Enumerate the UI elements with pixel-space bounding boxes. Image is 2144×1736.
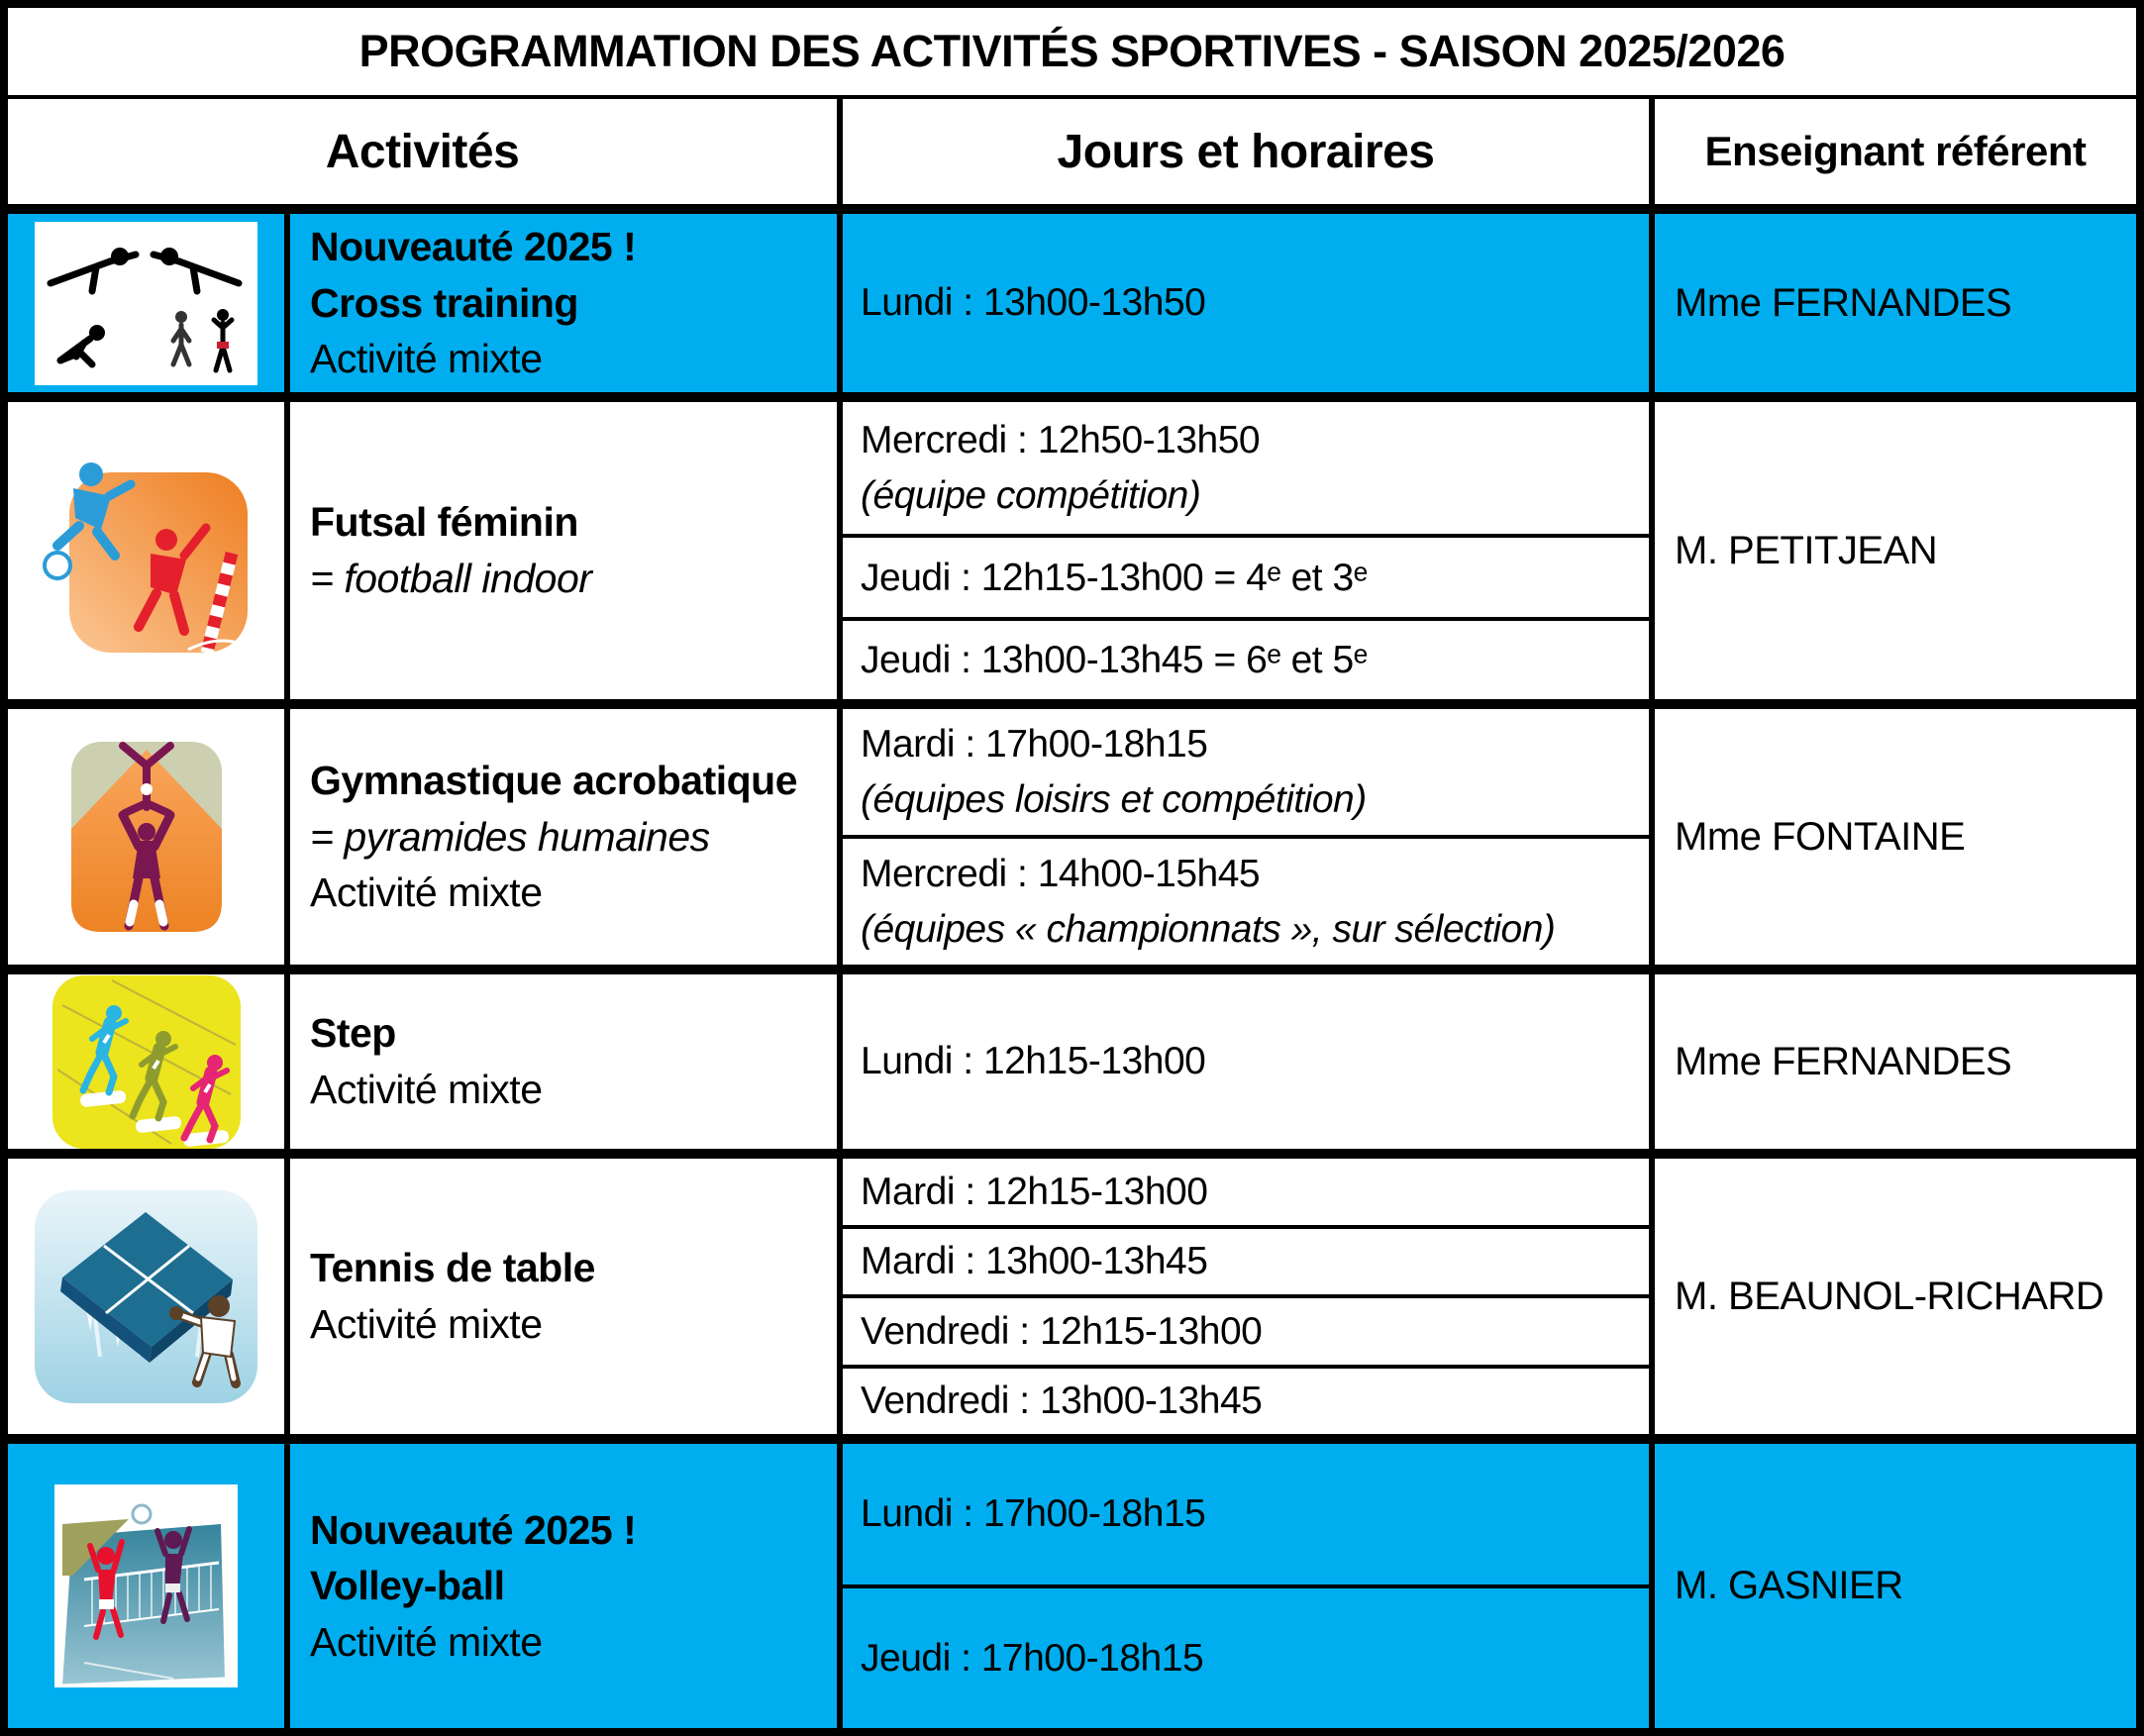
schedule-slot: Vendredi : 13h00-13h45: [843, 1365, 1649, 1435]
acrobatic-gymnastics-icon: [8, 709, 290, 965]
activity-name-cell: [290, 214, 843, 392]
activity-subtitle: = pyramides humaines: [310, 813, 710, 860]
page-title: PROGRAMMATION DES ACTIVITÉS SPORTIVES - SAISON 2025/2026: [358, 26, 1786, 76]
schedule-cell-group: [843, 709, 1655, 965]
volleyball-icon: [8, 1444, 290, 1728]
cross-training-icon: [8, 214, 290, 392]
schedule-slot: Jeudi : 17h00-18h15: [843, 1584, 1649, 1729]
schedule-cell-group: [843, 974, 1655, 1149]
schedule-slot: Lundi : 12h15-13h00: [861, 1040, 1206, 1083]
row-step: [8, 965, 2136, 1149]
activity-name: Tennis de table: [310, 1245, 595, 1291]
schedule-slot: Jeudi : 12h15-13h00 = 4ᵉ et 3ᵉ: [843, 534, 1649, 617]
teacher-name: Mme FERNANDES: [1675, 1039, 2012, 1083]
header-schedule: Jours et horaires: [843, 99, 1655, 204]
activity-name: Futsal féminin: [310, 499, 578, 546]
teacher-name: M. PETITJEAN: [1675, 528, 1938, 572]
activity-name-cell: [290, 402, 843, 699]
table-title-row: [8, 8, 2136, 99]
activity-note: Activité mixte: [310, 336, 543, 382]
teacher-name: M. BEAUNOL-RICHARD: [1675, 1274, 2104, 1318]
row-tennis-de-table: [8, 1149, 2136, 1434]
schedule-cell-group: [843, 1159, 1655, 1434]
activity-note: Activité mixte: [310, 1618, 543, 1665]
schedule-slot: Lundi : 17h00-18h15: [861, 1492, 1206, 1536]
header-teacher: Enseignant référent: [1704, 128, 2087, 174]
activity-name-cell: [290, 1444, 843, 1728]
schedule-slot: Lundi : 13h00-13h50: [861, 281, 1206, 325]
schedule-slot: Mardi : 17h00-18h15 (équipes loisirs et compétition): [861, 723, 1367, 821]
table-tennis-icon: [8, 1159, 290, 1434]
schedule-cell-group: [843, 214, 1655, 392]
activity-name: Volley-ball: [310, 1563, 505, 1609]
row-gymnastique-acrobatique: [8, 699, 2136, 965]
schedule-slot: Jeudi : 13h00-13h45 = 6ᵉ et 5ᵉ: [843, 617, 1649, 699]
step-icon: [8, 974, 290, 1149]
activity-note: Activité mixte: [310, 869, 543, 916]
schedule-slot: Mardi : 12h15-13h00: [861, 1170, 1208, 1213]
activity-note: Activité mixte: [310, 1301, 543, 1347]
activity-badge: Nouveauté 2025 !: [310, 1506, 637, 1553]
header-activities: Activités: [8, 99, 843, 204]
activity-name: Gymnastique acrobatique: [310, 758, 798, 804]
schedule-slot: Mercredi : 14h00-15h45 (équipes « championnats », sur sélection): [843, 835, 1649, 965]
row-volley-ball: [8, 1434, 2136, 1728]
teacher-name: Mme FERNANDES: [1675, 280, 2012, 325]
teacher-name: Mme FONTAINE: [1675, 814, 1966, 859]
schedule-slot: Vendredi : 12h15-13h00: [843, 1294, 1649, 1365]
row-futsal: [8, 392, 2136, 699]
row-cross-training: [8, 204, 2136, 392]
activity-note: Activité mixte: [310, 1067, 543, 1112]
schedule-slot: Mardi : 13h00-13h45: [843, 1225, 1649, 1295]
activity-name-cell: [290, 1159, 843, 1434]
activity-subtitle: = football indoor: [310, 556, 592, 601]
activity-name: Cross training: [310, 279, 578, 326]
activity-name-cell: [290, 974, 843, 1149]
column-header-row: [8, 99, 2136, 204]
schedule-slot: Mercredi : 12h50-13h50 (équipe compétition): [861, 419, 1261, 517]
teacher-name: M. GASNIER: [1675, 1564, 1903, 1607]
schedule-cell-group: [843, 1444, 1655, 1728]
activity-badge: Nouveauté 2025 !: [310, 224, 637, 270]
activity-name: Step: [310, 1010, 396, 1057]
activity-name-cell: [290, 709, 843, 965]
futsal-icon: [8, 402, 290, 699]
schedule-cell-group: [843, 402, 1655, 699]
